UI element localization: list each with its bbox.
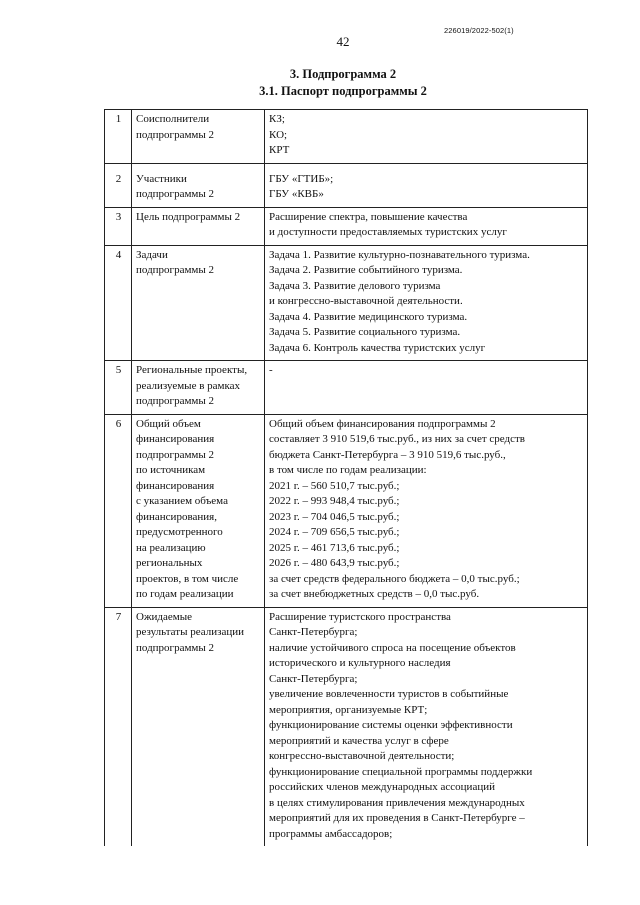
value-line: Расширение спектра, повышение качества [269, 210, 468, 223]
label-line: по годам реализации [136, 588, 234, 600]
row-label [132, 163, 265, 207]
row-value [265, 163, 588, 207]
row-number: 2 [105, 163, 132, 207]
label-line: Ожидаемые [136, 610, 193, 623]
label-line: проектов, в том числе [136, 572, 239, 585]
label-line: Соисполнители [136, 113, 210, 125]
value-line: Расширение туристского пространства [269, 610, 451, 623]
row-value [265, 207, 588, 245]
label-line: финансирования, [136, 510, 217, 523]
value-line: и доступности предоставляемых туристских услуг [269, 226, 507, 238]
value-line: Общий объем финансирования подпрограммы 2 [269, 417, 496, 430]
row-label [132, 110, 265, 164]
label-line: подпрограммы 2 [136, 188, 215, 200]
row-number: 4 [105, 245, 132, 361]
table-row [105, 163, 588, 207]
label-line: подпрограммы 2 [136, 128, 215, 141]
page-number: 42 [336, 34, 350, 49]
value-line: КРТ [269, 144, 290, 156]
value-line: исторического и культурного наследия [269, 657, 451, 669]
table-row [105, 245, 588, 361]
label-line: реализуемые в рамках [136, 379, 241, 392]
label-line: предусмотренного [136, 526, 223, 538]
row-label [132, 361, 265, 415]
value-line: 2022 г. – 993 948,4 тыс.руб.; [269, 495, 400, 507]
table-row [105, 607, 588, 846]
value-line: конгрессно-выставочной деятельности; [269, 750, 455, 762]
label-line: Задачи [136, 248, 168, 261]
row-value [265, 245, 588, 361]
value-line: мероприятий для их проведения в Санкт-Петербурге – [269, 812, 525, 824]
value-line: за счет внебюджетных средств – 0,0 тыс.руб. [269, 588, 480, 600]
label-line: финансирования [136, 479, 215, 492]
value-line: функционирование специальной программы поддержки [269, 765, 533, 778]
value-line: Задача 2. Развитие событийного туризма. [269, 264, 463, 276]
value-line: российских членов международных ассоциаций [269, 781, 495, 793]
row-label [132, 414, 265, 607]
value-line: увеличение вовлеченности туристов в событийные [269, 688, 509, 700]
row-value [265, 361, 588, 415]
value-line: 2025 г. – 461 713,6 тыс.руб.; [269, 541, 400, 554]
row-number: 7 [105, 607, 132, 846]
value-line: наличие устойчивого спроса на посещение объектов [269, 641, 516, 654]
value-line: бюджета Санкт-Петербурга – 3 910 519,6 тыс.руб., [269, 448, 506, 461]
value-line: 2021 г. – 560 510,7 тыс.руб.; [269, 479, 400, 492]
row-number: 1 [105, 110, 132, 164]
table-row [105, 207, 588, 245]
row-number: 3 [105, 207, 132, 245]
value-line: - [269, 364, 273, 376]
row-value [265, 607, 588, 846]
row-label [132, 245, 265, 361]
row-label [132, 207, 265, 245]
value-line: программы амбассадоров; [269, 827, 393, 840]
value-line: ГБУ «КВБ» [269, 188, 324, 200]
value-line: Задача 5. Развитие социального туризма. [269, 326, 461, 338]
table-row [105, 110, 588, 164]
label-line: результаты реализации [136, 626, 244, 638]
value-line: и конгрессно-выставочной деятельности. [269, 295, 463, 307]
value-line: ГБУ «ГТИБ»; [269, 172, 334, 185]
value-line: 2026 г. – 480 643,9 тыс.руб.; [269, 557, 400, 569]
label-line: подпрограммы 2 [136, 264, 215, 276]
value-line: Санкт-Петербурга; [269, 672, 358, 685]
value-line: в целях стимулирования привлечения международных [269, 796, 525, 809]
label-line: на реализацию [136, 541, 206, 554]
label-line: Цель подпрограммы 2 [136, 210, 241, 223]
row-number: 5 [105, 361, 132, 415]
label-line: Региональные проекты, [136, 364, 248, 376]
row-value [265, 414, 588, 607]
value-line: Задача 6. Контроль качества туристских услуг [269, 341, 486, 354]
label-line: подпрограммы 2 [136, 448, 215, 461]
value-line: Задача 1. Развитие культурно-познавательного туризма. [269, 248, 530, 261]
document-code: 226019/2022-502(1) [444, 26, 514, 35]
label-line: по источникам [136, 464, 206, 476]
value-line: составляет 3 910 519,6 тыс.руб., из них за счет средств [269, 433, 526, 445]
value-line: за счет средств федерального бюджета – 0,0 тыс.руб.; [269, 572, 520, 585]
value-line: функционирование системы оценки эффективности [269, 719, 513, 731]
label-line: Участники [136, 172, 187, 185]
row-label [132, 607, 265, 846]
table-row [105, 361, 588, 415]
label-line: финансирования [136, 433, 215, 445]
row-number: 6 [105, 414, 132, 607]
value-line: Задача 3. Развитие делового туризма [269, 279, 441, 292]
table-row [105, 414, 588, 607]
value-line: КЗ; [269, 113, 285, 125]
label-line: подпрограммы 2 [136, 395, 215, 407]
row-value [265, 110, 588, 164]
value-line: мероприятия, организуемые КРТ; [269, 703, 428, 716]
value-line: 2024 г. – 709 656,5 тыс.руб.; [269, 526, 400, 538]
label-line: региональных [136, 557, 203, 569]
value-line: КО; [269, 128, 288, 141]
value-line: Санкт-Петербурга; [269, 626, 358, 638]
label-line: с указанием объема [136, 495, 228, 507]
value-line: мероприятий и качества услуг в сфере [269, 734, 449, 747]
section-heading: 3. Подпрограмма 2 [289, 67, 397, 81]
section-subheading: 3.1. Паспорт подпрограммы 2 [259, 84, 427, 98]
label-line: Общий объем [136, 417, 201, 430]
value-line: Задача 4. Развитие медицинского туризма. [269, 310, 468, 323]
value-line: 2023 г. – 704 046,5 тыс.руб.; [269, 510, 400, 523]
value-line: в том числе по годам реализации: [269, 464, 427, 476]
passport-table [104, 109, 588, 846]
label-line: подпрограммы 2 [136, 641, 215, 654]
